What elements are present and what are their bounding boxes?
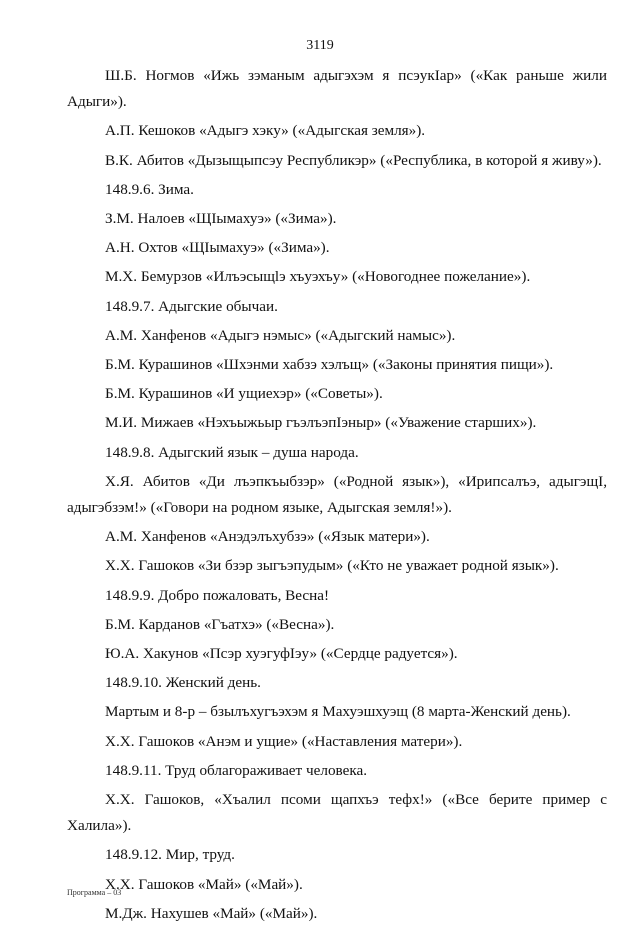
list-item: Х.Х. Гашоков, «Хъалил псоми щапхъэ тефх!» («Все берите пример с Халила»).: [67, 791, 607, 835]
page-footer: Программа – 03: [67, 888, 122, 897]
list-item: А.Н. Охтов «ЩIымахуэ» («Зима»).: [105, 239, 330, 257]
list-item: З.М. Налоев «ЩIымахуэ» («Зима»).: [105, 210, 337, 228]
list-item: Ш.Б. Ногмов «Ижь зэманым адыгэхэм я псэукIар» («Как раньше жили Адыги»).: [67, 67, 607, 111]
section-heading: 148.9.9. Добро пожаловать, Весна!: [105, 586, 330, 604]
list-item: Б.М. Карданов «Гъатхэ» («Весна»).: [105, 615, 335, 633]
section-heading: 148.9.10. Женский день.: [105, 674, 261, 692]
list-item: Х.Х. Гашоков «Анэм и ущие» («Наставления матери»).: [105, 732, 463, 750]
list-item: Ю.А. Хакунов «Псэр хуэгуфIэу» («Сердце радуется»).: [105, 645, 458, 663]
section-heading: 148.9.7. Адыгские обычаи.: [105, 297, 278, 315]
section-heading: 148.9.11. Труд облагораживает человека.: [105, 761, 368, 779]
list-item: Б.М. Курашинов «Шхэнми хабзэ хэлъщ» («Законы принятия пищи»).: [105, 356, 554, 374]
list-item: Х.Х. Гашоков «Май» («Май»).: [105, 875, 303, 893]
list-item: А.М. Ханфенов «Адыгэ нэмыс» («Адыгский намыс»).: [105, 326, 456, 344]
section-heading: 148.9.6. Зима.: [105, 180, 194, 198]
list-item: М.Х. Бемурзов «Илъэсыщlэ хъуэхъу» («Новогоднее пожелание»).: [105, 268, 531, 286]
section-heading: 148.9.8. Адыгский язык – душа народа.: [105, 443, 359, 461]
list-item: Б.М. Курашинов «И ущиехэр» («Советы»).: [105, 385, 383, 403]
document-body: [67, 60, 607, 927]
list-item: Мартым и 8-р – бзылъхугъэхэм я Махуэшхуэщ (8 марта-Женский день).: [105, 703, 571, 721]
list-item: М.Дж. Нахушев «Май» («Май»).: [105, 904, 318, 922]
list-item: В.К. Абитов «Дызыщыпсэу Республикэр» («Республика, в которой я живу»).: [105, 151, 602, 169]
list-item: М.И. Мижаев «Нэхъыжьыр гъэлъэпIэныр» («Уважение старших»).: [105, 414, 537, 432]
section-heading: 148.9.12. Мир, труд.: [105, 846, 235, 864]
list-item: А.М. Ханфенов «Анэдэлъхубзэ» («Язык матери»).: [105, 528, 430, 546]
page-number: 3119: [306, 38, 334, 53]
list-item: Х.Я. Абитов «Ди лъэпкъыбзэр» («Родной язык»), «Ирипсалъэ, адыгэщI, адыгэбзэм!» («Говори на родном языке, Адыгская земля!»).: [67, 472, 607, 517]
list-item: А.П. Кешоков «Адыгэ хэку» («Адыгская земля»).: [105, 122, 426, 140]
list-item: Х.Х. Гашоков «Зи бзэр зыгъэпудым» («Кто не уважает родной язык»).: [105, 557, 559, 575]
